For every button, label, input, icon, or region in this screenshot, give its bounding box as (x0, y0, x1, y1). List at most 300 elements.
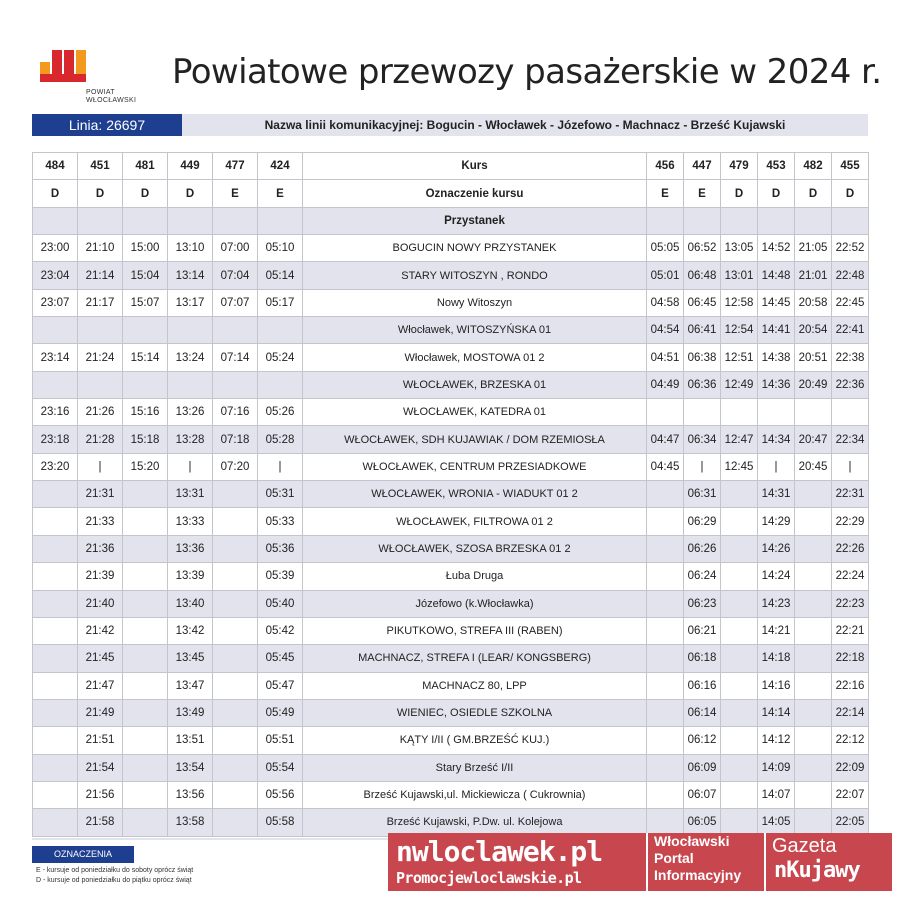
departure-time (213, 535, 258, 562)
departure-time: 05:39 (258, 563, 303, 590)
stop-name: WŁOCŁAWEK, WRONIA - WIADUKT 01 2 (303, 481, 647, 508)
departure-time: 05:01 (647, 262, 684, 289)
departure-time: 13:56 (168, 781, 213, 808)
departure-time: 13:33 (168, 508, 213, 535)
departure-time (213, 508, 258, 535)
route-name: Nazwa linii komunikacyjnej: Bogucin - Włocławek - Józefowo - Machnacz - Brześć Kujawski (182, 114, 868, 136)
table-row (33, 754, 869, 781)
departure-time (168, 317, 213, 344)
departure-time (795, 617, 832, 644)
watermark-gazeta (764, 833, 892, 891)
departure-time (647, 781, 684, 808)
departure-time (721, 809, 758, 836)
departure-time (33, 535, 78, 562)
departure-time: 22:21 (832, 617, 869, 644)
departure-time: 21:17 (78, 289, 123, 316)
empty-cell (213, 207, 258, 234)
departure-time: 05:31 (258, 481, 303, 508)
departure-time: 06:34 (684, 426, 721, 453)
empty-cell (168, 207, 213, 234)
departure-time: 14:41 (758, 317, 795, 344)
departure-time: 05:47 (258, 672, 303, 699)
watermark-portal-3: Informacyjny (654, 867, 742, 883)
empty-cell (795, 207, 832, 234)
departure-time: 06:21 (684, 617, 721, 644)
departure-time: 22:31 (832, 481, 869, 508)
departure-time: 14:09 (758, 754, 795, 781)
empty-cell (258, 207, 303, 234)
departure-time: 22:38 (832, 344, 869, 371)
departure-time (258, 317, 303, 344)
departure-time: 13:14 (168, 262, 213, 289)
departure-time: 06:12 (684, 727, 721, 754)
departure-time: 14:24 (758, 563, 795, 590)
legend-e: E - kursuje od poniedziałku do soboty oprócz świąt (36, 867, 194, 874)
departure-time: 14:07 (758, 781, 795, 808)
course-number: 455 (832, 153, 869, 180)
departure-time (123, 481, 168, 508)
course-mark: D (168, 180, 213, 207)
departure-time: 14:45 (758, 289, 795, 316)
empty-cell (33, 207, 78, 234)
departure-time: 13:17 (168, 289, 213, 316)
stop-name: WŁOCŁAWEK, FILTROWA 01 2 (303, 508, 647, 535)
table-row (33, 317, 869, 344)
departure-time (213, 371, 258, 398)
course-mark-row (33, 180, 869, 207)
course-number: 481 (123, 153, 168, 180)
watermark-nwloclawek (388, 833, 646, 891)
departure-time: 06:16 (684, 672, 721, 699)
departure-time: 13:54 (168, 754, 213, 781)
departure-time (795, 699, 832, 726)
departure-time: 13:28 (168, 426, 213, 453)
stop-name: Brześć Kujawski,ul. Mickiewicza ( Cukrownia) (303, 781, 647, 808)
departure-time (33, 672, 78, 699)
departure-time (795, 645, 832, 672)
departure-time: 21:14 (78, 262, 123, 289)
table-row (33, 672, 869, 699)
departure-time (213, 754, 258, 781)
departure-time: 06:05 (684, 809, 721, 836)
course-number: 453 (758, 153, 795, 180)
departure-time: 05:14 (258, 262, 303, 289)
empty-cell (684, 207, 721, 234)
legend-divider (32, 838, 390, 840)
departure-time: 13:24 (168, 344, 213, 371)
stop-name: WIENIEC, OSIEDLE SZKOLNA (303, 699, 647, 726)
departure-time: 15:14 (123, 344, 168, 371)
departure-time: 21:36 (78, 535, 123, 562)
departure-time: 05:10 (258, 235, 303, 262)
empty-cell (832, 207, 869, 234)
legend-title: OZNACZENIA (32, 846, 134, 863)
watermark-gazeta-2: nKujawy (774, 858, 860, 883)
course-number: 447 (684, 153, 721, 180)
departure-time: 05:51 (258, 727, 303, 754)
course-mark: D (33, 180, 78, 207)
departure-time (33, 563, 78, 590)
powiat-logo-icon (38, 48, 90, 86)
departure-time: 06:31 (684, 481, 721, 508)
departure-time (647, 590, 684, 617)
departure-time (123, 809, 168, 836)
course-number: 451 (78, 153, 123, 180)
departure-time: 05:56 (258, 781, 303, 808)
departure-time: 21:58 (78, 809, 123, 836)
departure-time: 21:31 (78, 481, 123, 508)
departure-time (647, 535, 684, 562)
stop-name: Włocławek, MOSTOWA 01 2 (303, 344, 647, 371)
departure-time: 22:05 (832, 809, 869, 836)
departure-time: 14:52 (758, 235, 795, 262)
departure-time: 06:52 (684, 235, 721, 262)
stop-name: Łuba Druga (303, 563, 647, 590)
departure-time: 22:34 (832, 426, 869, 453)
departure-time (721, 727, 758, 754)
departure-time (832, 399, 869, 426)
departure-time: 06:29 (684, 508, 721, 535)
watermark-site: nwloclawek.pl (396, 835, 603, 868)
stop-name: MACHNACZ 80, LPP (303, 672, 647, 699)
departure-time: 06:18 (684, 645, 721, 672)
course-mark: D (721, 180, 758, 207)
departure-time (647, 727, 684, 754)
departure-time: 06:07 (684, 781, 721, 808)
departure-time: 14:38 (758, 344, 795, 371)
departure-time: 14:18 (758, 645, 795, 672)
legend-d: D - kursuje od poniedziałku do piątku oprócz świąt (36, 877, 192, 884)
course-mark: D (795, 180, 832, 207)
powiat-logo (38, 48, 158, 105)
table-row (33, 262, 869, 289)
departure-time: 07:16 (213, 399, 258, 426)
table-row (33, 727, 869, 754)
departure-time: 21:39 (78, 563, 123, 590)
departure-time (647, 508, 684, 535)
departure-time: | (78, 453, 123, 480)
departure-time (721, 754, 758, 781)
departure-time: 06:09 (684, 754, 721, 781)
departure-time (213, 590, 258, 617)
departure-time: 14:26 (758, 535, 795, 562)
departure-time (721, 699, 758, 726)
departure-time: 14:12 (758, 727, 795, 754)
departure-time (647, 399, 684, 426)
departure-time: 21:10 (78, 235, 123, 262)
departure-time: 22:16 (832, 672, 869, 699)
course-mark: E (258, 180, 303, 207)
departure-time (213, 563, 258, 590)
departure-time: 13:01 (721, 262, 758, 289)
departure-time: 06:45 (684, 289, 721, 316)
departure-time: 05:49 (258, 699, 303, 726)
departure-time: 21:05 (795, 235, 832, 262)
table-row (33, 453, 869, 480)
departure-time (213, 809, 258, 836)
departure-time: 21:42 (78, 617, 123, 644)
departure-time: 13:10 (168, 235, 213, 262)
departure-time (33, 371, 78, 398)
table-row (33, 371, 869, 398)
stop-name: Stary Brześć I/II (303, 754, 647, 781)
course-number: 484 (33, 153, 78, 180)
departure-time (647, 672, 684, 699)
empty-cell (758, 207, 795, 234)
departure-time: 05:17 (258, 289, 303, 316)
departure-time: 20:58 (795, 289, 832, 316)
departure-time (647, 754, 684, 781)
course-number-row (33, 153, 869, 180)
table-row (33, 590, 869, 617)
departure-time: 14:21 (758, 617, 795, 644)
departure-time (123, 672, 168, 699)
departure-time: 14:48 (758, 262, 795, 289)
departure-time (33, 699, 78, 726)
departure-time: 13:05 (721, 235, 758, 262)
stop-header-row (33, 207, 869, 234)
table-row (33, 481, 869, 508)
departure-time (795, 563, 832, 590)
departure-time (123, 699, 168, 726)
departure-time: 06:23 (684, 590, 721, 617)
stop-name: WŁOCŁAWEK, CENTRUM PRZESIADKOWE (303, 453, 647, 480)
departure-time (795, 809, 832, 836)
departure-time (123, 508, 168, 535)
departure-time: 07:00 (213, 235, 258, 262)
departure-time (721, 645, 758, 672)
departure-time (647, 699, 684, 726)
departure-time (647, 809, 684, 836)
departure-time (123, 590, 168, 617)
departure-time: 06:36 (684, 371, 721, 398)
departure-time: 14:16 (758, 672, 795, 699)
departure-time: 22:24 (832, 563, 869, 590)
departure-time: 05:40 (258, 590, 303, 617)
table-row (33, 289, 869, 316)
stop-header: Przystanek (303, 207, 647, 234)
departure-time: 07:14 (213, 344, 258, 371)
departure-time (168, 371, 213, 398)
departure-time: 13:49 (168, 699, 213, 726)
logo-text-line1: POWIAT (86, 89, 115, 96)
departure-time: 22:18 (832, 645, 869, 672)
departure-time (795, 672, 832, 699)
departure-time: 14:36 (758, 371, 795, 398)
line-number-badge: Linia: 26697 (32, 114, 182, 136)
departure-time: 06:26 (684, 535, 721, 562)
departure-time: 04:58 (647, 289, 684, 316)
departure-time (721, 481, 758, 508)
departure-time (213, 699, 258, 726)
departure-time: | (168, 453, 213, 480)
table-row (33, 809, 869, 836)
departure-time (33, 645, 78, 672)
departure-time: | (832, 453, 869, 480)
stop-name: WŁOCŁAWEK, SDH KUJAWIAK / DOM RZEMIOSŁA (303, 426, 647, 453)
stop-name: Brześć Kujawski, P.Dw. ul. Kolejowa (303, 809, 647, 836)
departure-time: 05:36 (258, 535, 303, 562)
departure-time: 14:14 (758, 699, 795, 726)
departure-time: 05:26 (258, 399, 303, 426)
table-row (33, 781, 869, 808)
departure-time (123, 617, 168, 644)
departure-time (33, 481, 78, 508)
departure-time (33, 508, 78, 535)
stop-name: Włocławek, WITOSZYŃSKA 01 (303, 317, 647, 344)
departure-time (647, 645, 684, 672)
departure-time (78, 317, 123, 344)
departure-time: 21:49 (78, 699, 123, 726)
course-mark: D (758, 180, 795, 207)
departure-time: | (758, 453, 795, 480)
departure-time (123, 754, 168, 781)
stop-name: KĄTY I/II ( GM.BRZEŚĆ KUJ.) (303, 727, 647, 754)
departure-time: 12:45 (721, 453, 758, 480)
departure-time: 22:48 (832, 262, 869, 289)
departure-time: 20:45 (795, 453, 832, 480)
departure-time: 07:20 (213, 453, 258, 480)
departure-time: 14:34 (758, 426, 795, 453)
departure-time (647, 563, 684, 590)
departure-time: 22:07 (832, 781, 869, 808)
departure-time (795, 508, 832, 535)
departure-time: 13:45 (168, 645, 213, 672)
empty-cell (78, 207, 123, 234)
departure-time: 05:45 (258, 645, 303, 672)
departure-time: 12:49 (721, 371, 758, 398)
departure-time: 20:54 (795, 317, 832, 344)
departure-time: 21:28 (78, 426, 123, 453)
table-row (33, 699, 869, 726)
departure-time: 12:47 (721, 426, 758, 453)
departure-time: 21:26 (78, 399, 123, 426)
departure-time: 21:33 (78, 508, 123, 535)
empty-cell (123, 207, 168, 234)
departure-time: 05:42 (258, 617, 303, 644)
page-title: Powiatowe przewozy pasażerskie w 2024 r. (172, 52, 882, 92)
departure-time: 15:20 (123, 453, 168, 480)
departure-time: | (684, 453, 721, 480)
departure-time: 13:26 (168, 399, 213, 426)
departure-time (33, 809, 78, 836)
departure-time: 05:28 (258, 426, 303, 453)
departure-time (123, 645, 168, 672)
watermark-portal (646, 833, 764, 891)
departure-time: 04:45 (647, 453, 684, 480)
stop-name: WŁOCŁAWEK, BRZESKA 01 (303, 371, 647, 398)
departure-time: 21:40 (78, 590, 123, 617)
stop-name: Nowy Witoszyn (303, 289, 647, 316)
departure-time: 07:07 (213, 289, 258, 316)
departure-time: 14:31 (758, 481, 795, 508)
departure-time (721, 535, 758, 562)
departure-time: 20:51 (795, 344, 832, 371)
stop-name: STARY WITOSZYN , RONDO (303, 262, 647, 289)
departure-time (213, 727, 258, 754)
table-row (33, 426, 869, 453)
departure-time (123, 563, 168, 590)
departure-time: 13:58 (168, 809, 213, 836)
departure-time: 22:12 (832, 727, 869, 754)
departure-time: 05:58 (258, 809, 303, 836)
table-row (33, 535, 869, 562)
departure-time: 13:40 (168, 590, 213, 617)
departure-time: 22:09 (832, 754, 869, 781)
empty-cell (647, 207, 684, 234)
departure-time: 12:51 (721, 344, 758, 371)
departure-time (647, 481, 684, 508)
departure-time: 15:07 (123, 289, 168, 316)
departure-time (213, 672, 258, 699)
departure-time: 23:07 (33, 289, 78, 316)
departure-time: 22:45 (832, 289, 869, 316)
table-row (33, 563, 869, 590)
departure-time (795, 727, 832, 754)
course-number: 477 (213, 153, 258, 180)
departure-time: 05:05 (647, 235, 684, 262)
departure-time (721, 399, 758, 426)
departure-time (721, 508, 758, 535)
departure-time: 23:00 (33, 235, 78, 262)
departure-time (258, 371, 303, 398)
departure-time: 04:51 (647, 344, 684, 371)
departure-time (795, 399, 832, 426)
departure-time (721, 617, 758, 644)
departure-time: 23:18 (33, 426, 78, 453)
departure-time (213, 481, 258, 508)
watermark-portal-2: Portal (654, 850, 694, 866)
course-mark: D (78, 180, 123, 207)
departure-time (721, 672, 758, 699)
stop-name: BOGUCIN NOWY PRZYSTANEK (303, 235, 647, 262)
stop-name: WŁOCŁAWEK, KATEDRA 01 (303, 399, 647, 426)
departure-time (33, 781, 78, 808)
timetable (32, 152, 869, 837)
table-row (33, 344, 869, 371)
departure-time (123, 727, 168, 754)
departure-time (795, 481, 832, 508)
departure-time: 22:52 (832, 235, 869, 262)
departure-time: 14:23 (758, 590, 795, 617)
departure-time: 22:41 (832, 317, 869, 344)
departure-time: 06:38 (684, 344, 721, 371)
departure-time (123, 781, 168, 808)
departure-time: 21:51 (78, 727, 123, 754)
departure-time: 13:36 (168, 535, 213, 562)
departure-time (213, 317, 258, 344)
course-header: Kurs (303, 153, 647, 180)
departure-time (33, 754, 78, 781)
stop-name: PIKUTKOWO, STREFA III (RABEN) (303, 617, 647, 644)
departure-time: 21:54 (78, 754, 123, 781)
departure-time: 22:36 (832, 371, 869, 398)
course-number: 482 (795, 153, 832, 180)
departure-time: 21:24 (78, 344, 123, 371)
departure-time (795, 590, 832, 617)
departure-time: 06:48 (684, 262, 721, 289)
departure-time: 14:29 (758, 508, 795, 535)
departure-time: 20:49 (795, 371, 832, 398)
departure-time (721, 563, 758, 590)
departure-time (33, 617, 78, 644)
departure-time: 04:49 (647, 371, 684, 398)
departure-time (33, 317, 78, 344)
course-number: 424 (258, 153, 303, 180)
departure-time (33, 727, 78, 754)
departure-time (78, 371, 123, 398)
departure-time: 07:18 (213, 426, 258, 453)
